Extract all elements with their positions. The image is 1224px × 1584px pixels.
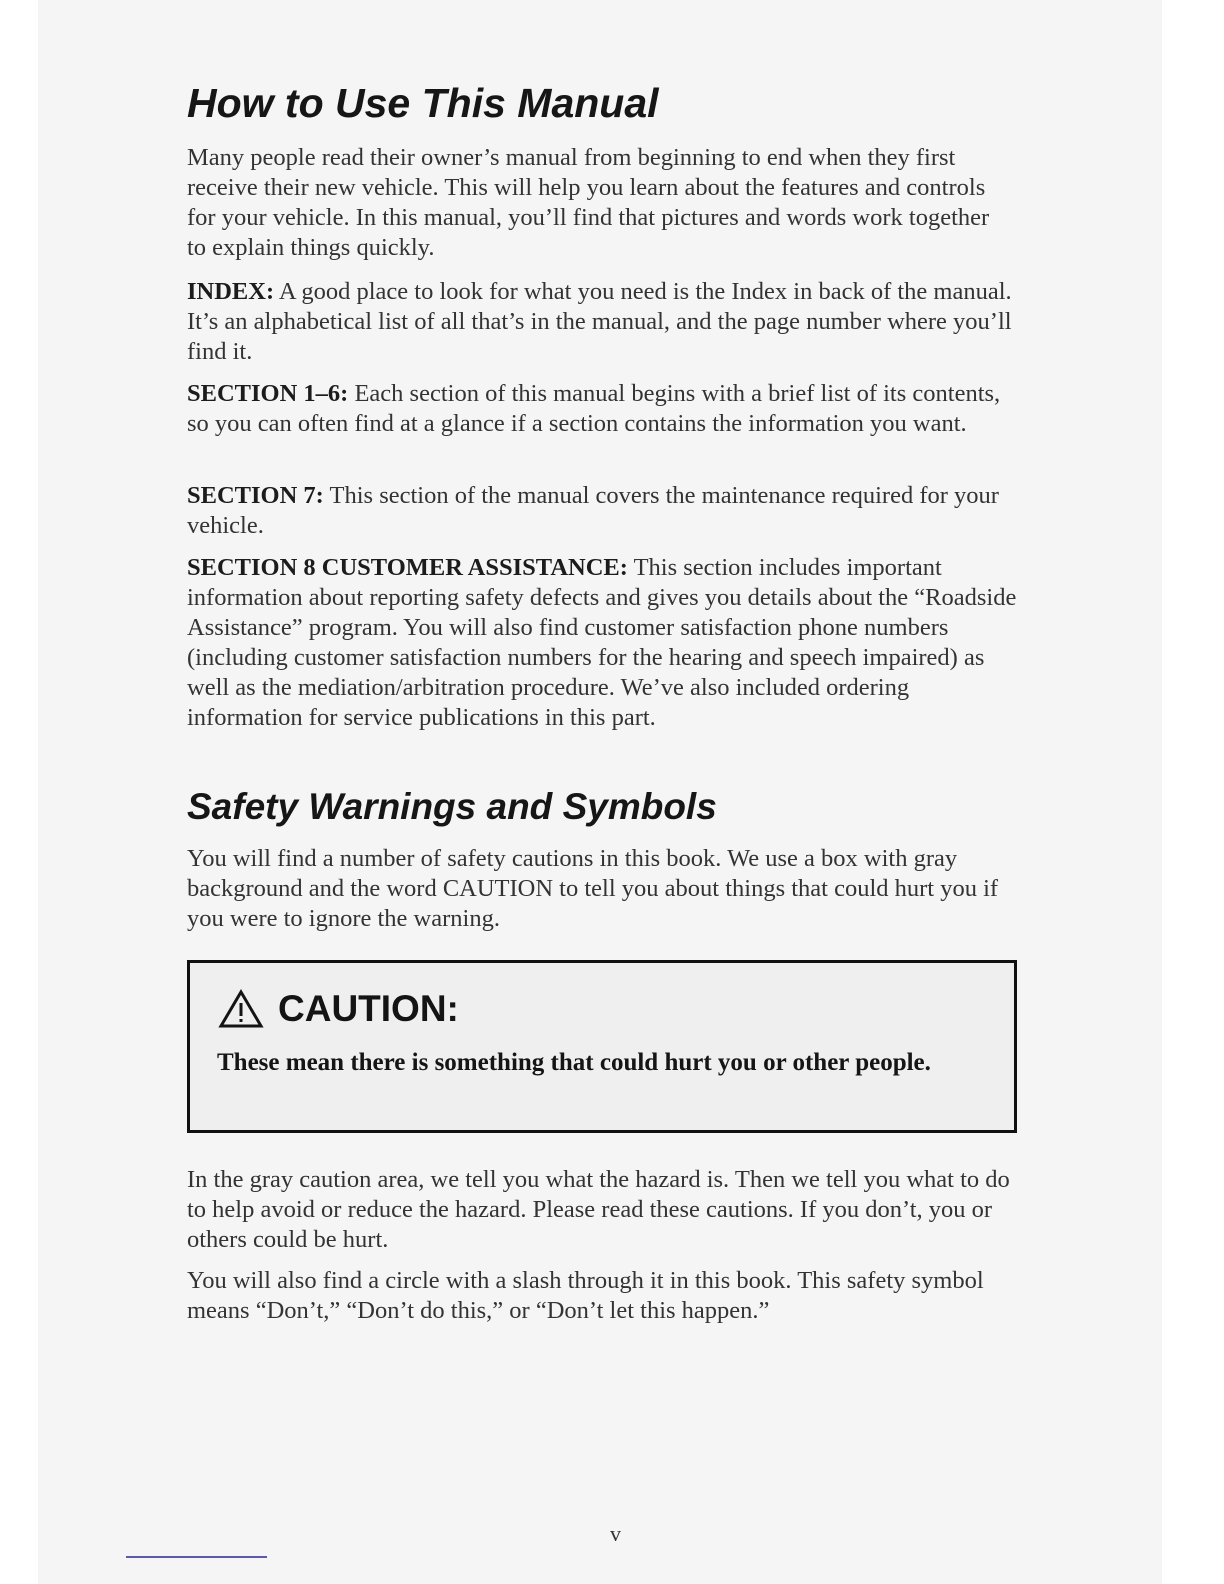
caution-header bbox=[218, 987, 459, 1031]
circle-slash-paragraph bbox=[187, 1266, 1002, 1326]
section-1-6-lead: SECTION 1–6: bbox=[187, 380, 349, 407]
safety-intro-paragraph bbox=[187, 844, 1025, 934]
index-lead: INDEX: bbox=[187, 278, 275, 305]
section-title-how-to-use: How to Use This Manual bbox=[187, 80, 659, 126]
section-8-lead: SECTION 8 CUSTOMER ASSISTANCE: bbox=[187, 554, 628, 581]
intro-text: Many people read their owner’s manual from beginning to end when they first receive their new vehicle. This will help you learn about the features and controls for your vehicle. In this manual, you’ll find that pictures and words work together to explain things quickly. bbox=[187, 144, 990, 261]
caution-box bbox=[187, 960, 1017, 1133]
section-title-safety-warnings: Safety Warnings and Symbols bbox=[187, 786, 717, 827]
page-number: v bbox=[610, 1521, 621, 1546]
section-7-text: This section of the manual covers the maintenance required for your vehicle. bbox=[187, 482, 999, 539]
section-7-paragraph bbox=[187, 481, 1007, 541]
section-7-lead: SECTION 7: bbox=[187, 482, 324, 509]
footer-divider bbox=[126, 1556, 267, 1558]
circle-slash-text: You will also find a circle with a slash through it in this book. This safety symbol means “Don’t,” “Don’t do this,” or “Don’t let this happen.” bbox=[187, 1267, 984, 1324]
gray-area-paragraph bbox=[187, 1165, 1017, 1255]
caution-text: These mean there is something that could hurt you or other people. bbox=[217, 1049, 931, 1076]
safety-intro-text: You will find a number of safety cautions in this book. We use a box with gray background and the word CAUTION to tell you about things that could hurt you if you were to ignore the warning. bbox=[187, 845, 999, 932]
section-1-6-text: Each section of this manual begins with a brief list of its contents, so you can often find at a glance if a section contains the information you want. bbox=[187, 380, 1001, 437]
section-8-text: This section includes important information about reporting safety defects and gives you details about the “Roadside Assistance” program. You will also find customer satisfaction phone numbers (including customer satisfaction numbers for the hearing and speech impaired) as well as the mediation/arbitration procedure. We’ve also included ordering information for service publications in this part. bbox=[187, 554, 1017, 731]
gray-area-text: In the gray caution area, we tell you what the hazard is. Then we tell you what to do to help avoid or reduce the hazard. Please read these cautions. If you don’t, you or others could be hurt. bbox=[187, 1166, 1010, 1253]
index-text: A good place to look for what you need is the Index in back of the manual. It’s an alphabetical list of all that’s in the manual, and the page number where you’ll find it. bbox=[187, 278, 1012, 365]
index-paragraph bbox=[187, 277, 1017, 367]
warning-triangle-icon bbox=[218, 989, 264, 1029]
caution-label: CAUTION: bbox=[278, 988, 459, 1029]
section-1-6-paragraph bbox=[187, 379, 1007, 439]
intro-paragraph bbox=[187, 143, 1002, 263]
section-8-paragraph bbox=[187, 553, 1022, 733]
